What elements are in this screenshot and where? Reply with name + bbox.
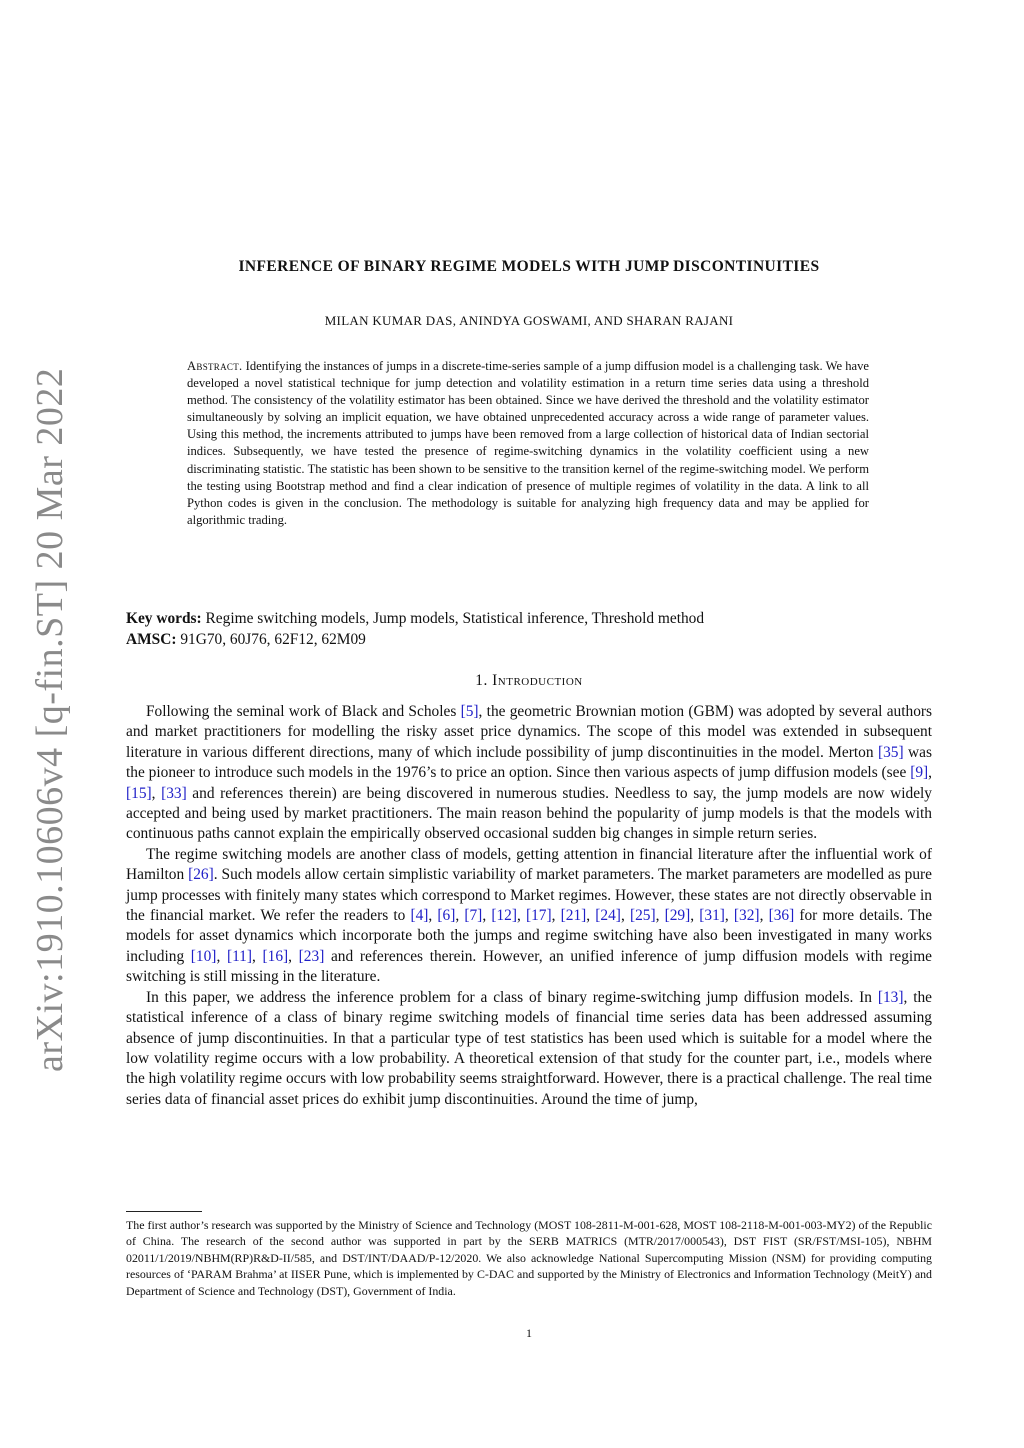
separator: , bbox=[586, 907, 596, 925]
separator: , bbox=[690, 907, 700, 925]
footnote-divider bbox=[126, 1211, 202, 1212]
citation-link[interactable]: [29] bbox=[664, 907, 691, 925]
keywords-line bbox=[126, 608, 932, 629]
keywords-value: Regime switching models, Jump models, Statistical inference, Threshold method bbox=[205, 610, 705, 627]
paragraph bbox=[126, 702, 932, 845]
separator: , bbox=[482, 907, 492, 925]
paper-title: INFERENCE OF BINARY REGIME MODELS WITH JUMP DISCONTINUITIES bbox=[238, 258, 820, 275]
paragraph bbox=[126, 988, 932, 1110]
abstract-label: Abstract. bbox=[187, 359, 243, 373]
citation-link[interactable]: [7] bbox=[464, 907, 483, 925]
citation-link[interactable]: [12] bbox=[491, 907, 517, 925]
separator: , bbox=[428, 907, 438, 925]
amsc-value: 91G70, 60J76, 62F12, 62M09 bbox=[180, 631, 366, 648]
separator: , bbox=[216, 947, 227, 965]
separator: , bbox=[288, 947, 299, 965]
separator: , bbox=[655, 907, 665, 925]
keywords-block bbox=[126, 608, 932, 650]
abstract bbox=[187, 358, 869, 529]
separator: , bbox=[252, 947, 263, 965]
citation-link[interactable]: [5] bbox=[460, 703, 479, 720]
citation-link[interactable]: [9] bbox=[910, 764, 929, 782]
citation-group bbox=[410, 907, 794, 924]
citation-link[interactable]: [25] bbox=[629, 907, 656, 925]
paragraph-text: . Such models allow certain simplistic variability of market parameters. The market parameters are modelled as pure jump processes with finitely many states which correspond to Market regimes. However, these states are not directly observable in the financial market. We refer the readers to bbox=[126, 866, 932, 925]
citation-link[interactable]: [26] bbox=[188, 866, 214, 884]
separator: , bbox=[928, 764, 932, 782]
separator: , bbox=[455, 907, 465, 925]
paragraph-text: and references therein) are being discovered in numerous studies. Needless to say, the jump models are now widely accepted and being used by market practitioners. The main reason behind the popularity of jump models is that the models with continuous paths cannot explain the empirically observed occasional sudden big changes in simple return series. bbox=[126, 784, 932, 843]
amsc-line bbox=[126, 629, 932, 650]
citation-link[interactable]: [15] bbox=[126, 784, 152, 802]
paragraph-text: was the pioneer to introduce such models in the 1976’s to price an option. Since then various aspects of jump diffusion models (see bbox=[126, 743, 932, 782]
paragraph-text: Following the seminal work of Black and Scholes bbox=[146, 703, 461, 720]
citation-group bbox=[191, 948, 325, 965]
citation-link[interactable]: [4] bbox=[410, 907, 429, 925]
page-number: 1 bbox=[526, 1326, 532, 1340]
separator: , bbox=[724, 907, 734, 925]
paragraph-text: , the geometric Brownian motion (GBM) was adopted by several authors and market practitioners for modelling the risky asset price dynamics. The scope of this model was extended in subsequent literature in various different directions, many of which include possibility of jump discontinuities in the model. Merton bbox=[126, 703, 933, 761]
citation-link[interactable]: [32] bbox=[733, 907, 760, 925]
separator: , bbox=[151, 784, 162, 802]
citation-link[interactable]: [31] bbox=[699, 907, 725, 925]
section-heading-introduction: 1. Introduction bbox=[475, 672, 583, 689]
citation-link[interactable]: [16] bbox=[262, 947, 289, 965]
author-list: MILAN KUMAR DAS, ANINDYA GOSWAMI, AND SHARAN RAJANI bbox=[324, 313, 734, 328]
amsc-label: AMSC: bbox=[126, 631, 177, 648]
citation-link[interactable]: [36] bbox=[768, 907, 795, 925]
body-text bbox=[126, 702, 932, 1110]
paragraph bbox=[126, 845, 932, 988]
abstract-text: Identifying the instances of jumps in a discrete-time-series sample of a jump diffusion model is a challenging task. We have developed a novel statistical technique for jump detection and volatility estimation in a return time series data using a threshold method. The consistency of the volatility estimator has been obtained. Since we have derived the threshold and the volatility estimator simultaneously by solving an implicit equation, we have obtained unprecedented accuracy across a wide range of parameter values. Using this method, the increments attributed to jumps have been removed from a large collection of historical data of Indian sectorial indices. Subsequently, we have tested the presence of regime-switching dynamics in the volatility coefficient using a new discriminating statistic. The statistic has been shown to be sensitive to the transition kernel of the regime-switching model. We perform the testing using Bootstrap method and find a clear indication of presence of multiple regimes of volatility in the data. A link to all Python codes is given in the conclusion. The methodology is suitable for analyzing high frequency data and may be applied for algorithmic trading. bbox=[187, 359, 869, 527]
citation-link[interactable]: [17] bbox=[525, 907, 552, 925]
paragraph-text: The regime switching models are another class of models, getting attention in financial literature after the influential work of Hamilton bbox=[126, 845, 932, 884]
citation-link[interactable]: [24] bbox=[595, 907, 621, 925]
paragraph-text: , the statistical inference of a class of binary regime switching models of financial time series data has been addressed assuming absence of jump discontinuities. In that a particular type of test statistics has been used which is suitable for a model where the low volatility regime occurs with a low probability. A theoretical extension of that study for the counter part, i.e., models where the high volatility regime occurs with low probability seems straightforward. However, there is a practical challenge. The real time series data of financial asset prices do exhibit jump discontinuities. Around the time of jump, bbox=[126, 988, 933, 1108]
citation-link[interactable]: [13] bbox=[877, 988, 904, 1006]
separator: , bbox=[620, 907, 630, 925]
paragraph-text: In this paper, we address the inference problem for a class of binary regime-switching jump diffusion models. In bbox=[146, 988, 878, 1006]
citation-link[interactable]: [35] bbox=[877, 743, 904, 761]
paragraph-text: and references therein. However, an unified inference of jump diffusion models with regime switching is still missing in the literature. bbox=[126, 947, 933, 986]
keywords-label: Key words: bbox=[126, 610, 202, 627]
citation-link[interactable]: [33] bbox=[161, 784, 187, 802]
arxiv-identifier: arXiv:1910.10606v4 [q-fin.ST] 20 Mar 2022 bbox=[29, 367, 71, 1072]
separator: , bbox=[516, 907, 526, 925]
citation-link[interactable]: [6] bbox=[437, 907, 456, 925]
separator: , bbox=[551, 907, 561, 925]
separator: , bbox=[759, 907, 769, 925]
citation-link[interactable]: [11] bbox=[226, 947, 253, 965]
footnote: The first author’s research was supported by the Ministry of Science and Technology (MOST 108-2811-M-001-628, MOST 108-2118-M-001-003-MY2) of the Republic of China. The research of the second author was supported in part by the SERB MATRICS (MTR/2017/000543), DST FIST (SR/FST/MSI-105), NBHM 02011/1/2019/NBHM(RP)R&D-II/585, and DST/INT/DAAD/P-12/2020. We also acknowledge National Supercomputing Mission (NSM) for providing computing resources of ‘PARAM Brahma’ at IISER Pune, which is implemented by C-DAC and supported by the Ministry of Electronics and Information Technology (MeitY) and Department of Science and Technology (DST), Government of India. bbox=[126, 1218, 932, 1298]
citation-link[interactable]: [23] bbox=[298, 947, 325, 965]
citation-link[interactable]: [10] bbox=[190, 947, 217, 965]
citation-link[interactable]: [21] bbox=[560, 907, 587, 925]
paragraph-text: for more details. The models for asset dynamics which incorporate both the jumps and regime switching have also been investigated in many works including bbox=[126, 907, 933, 965]
